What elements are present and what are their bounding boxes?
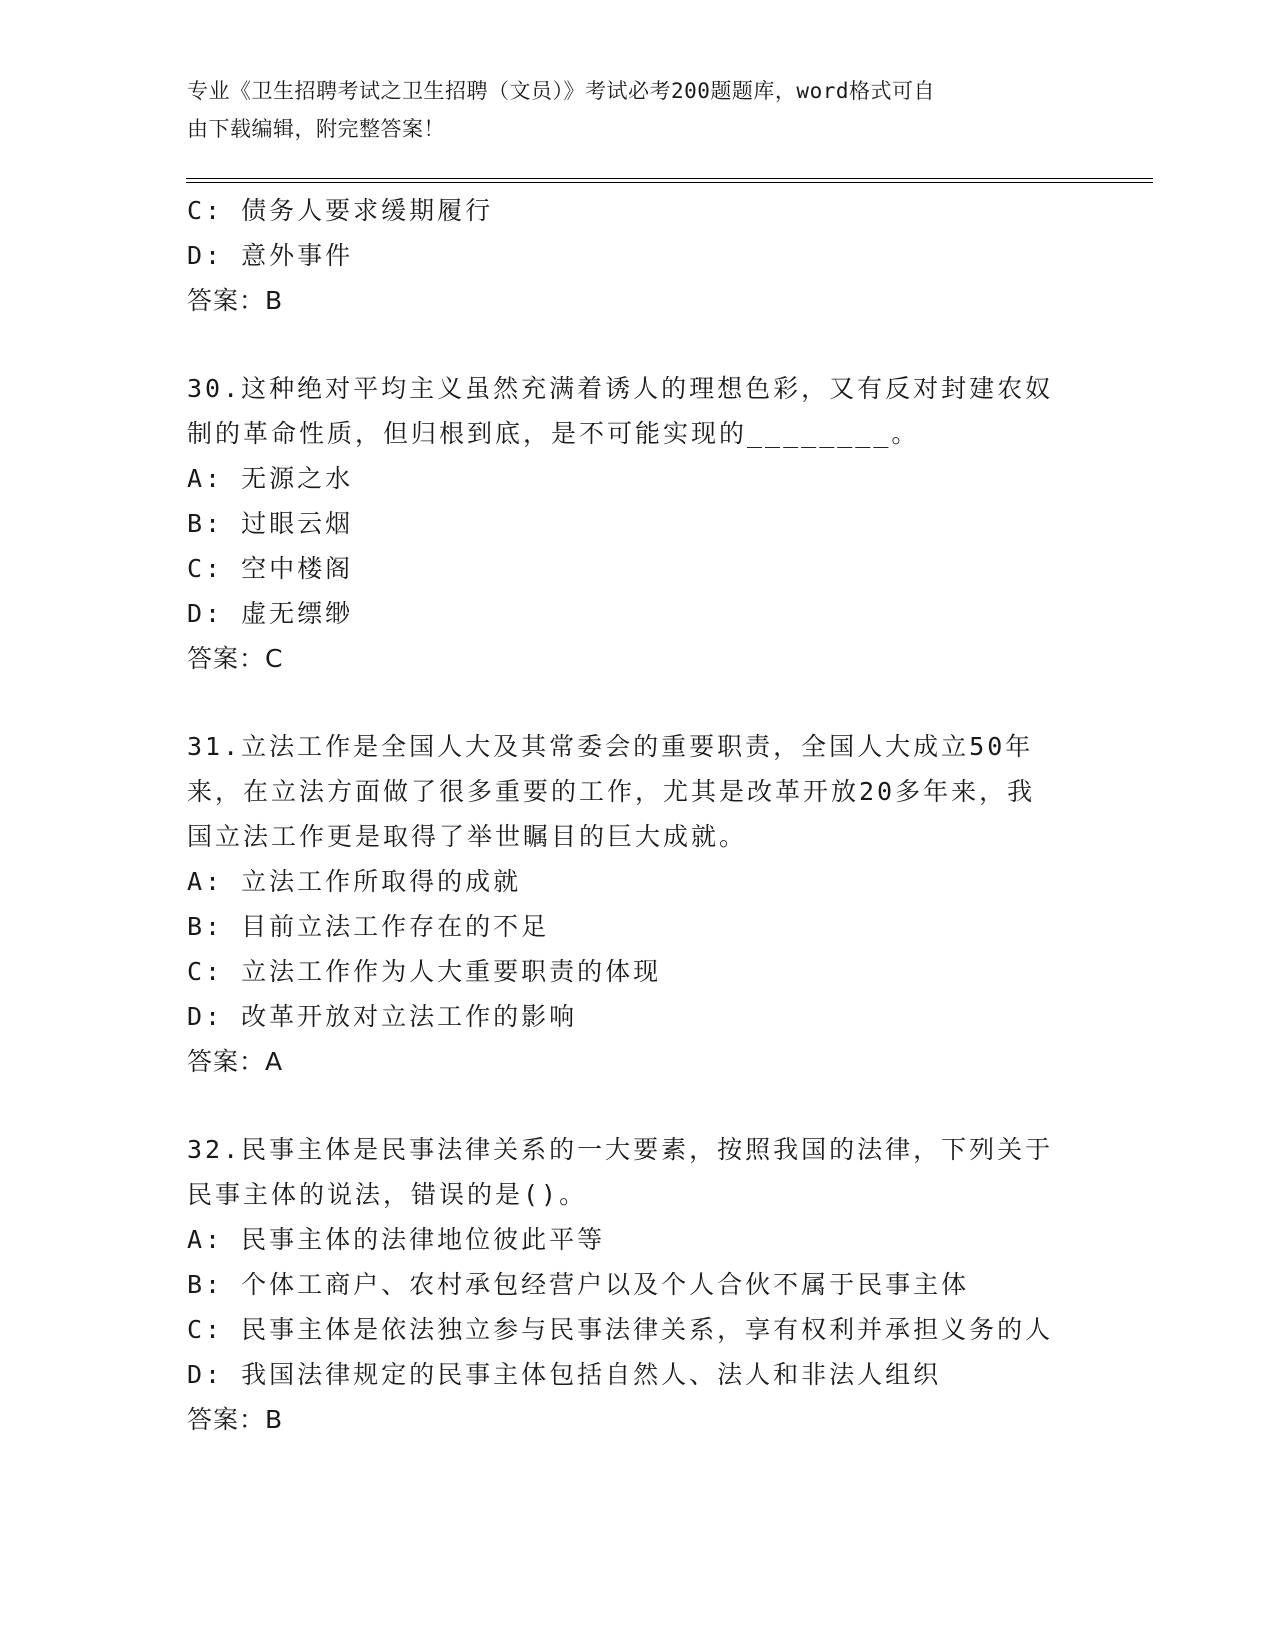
option-c: C: 民事主体是依法独立参与民事法律关系，享有权利并承担义务的人: [187, 1315, 1054, 1344]
prev-question-tail: [187, 188, 1087, 323]
header-line-2: 由下载编辑，附完整答案！: [187, 117, 445, 141]
question-text: [187, 366, 1077, 456]
question-31: [187, 724, 1087, 1084]
header-line-1: 专业《卫生招聘考试之卫生招聘（文员）》考试必考200题题库，word格式可自: [187, 79, 935, 103]
option-d: D: 虚无缥缈: [187, 599, 354, 628]
option-c: C: 空中楼阁: [187, 554, 354, 583]
question-line: 31.立法工作是全国人大及其常委会的重要职责，全国人大成立50年: [187, 732, 1034, 761]
option-a: A: 民事主体的法律地位彼此平等: [187, 1225, 606, 1254]
answer-line: 答案：A: [187, 1047, 284, 1076]
question-line: 国立法工作更是取得了举世瞩目的巨大成就。: [187, 822, 748, 851]
option-d: D: 我国法律规定的民事主体包括自然人、法人和非法人组织: [187, 1360, 942, 1389]
question-line: 32.民事主体是民事法律关系的一大要素，按照我国的法律，下列关于: [187, 1135, 1054, 1164]
option-b: B: 目前立法工作存在的不足: [187, 912, 550, 941]
question-text: [187, 1127, 1077, 1217]
question-32: [187, 1127, 1087, 1442]
option-c: C: 债务人要求缓期履行: [187, 196, 494, 225]
option-a: A: 立法工作所取得的成就: [187, 867, 522, 896]
option-a: A: 无源之水: [187, 464, 354, 493]
option-d: D: 改革开放对立法工作的影响: [187, 1002, 578, 1031]
question-line: 民事主体的说法，错误的是()。: [187, 1180, 588, 1209]
spacer: [187, 1084, 1087, 1127]
document-header: [187, 72, 1067, 148]
spacer: [187, 681, 1087, 724]
header-divider: [186, 178, 1153, 179]
option-b: B: 过眼云烟: [187, 509, 354, 538]
question-line: 来，在立法方面做了很多重要的工作，尤其是改革开放20多年来，我: [187, 777, 1036, 806]
answer-line: 答案：B: [187, 1405, 284, 1434]
option-b: B: 个体工商户、农村承包经营户以及个人合伙不属于民事主体: [187, 1270, 970, 1299]
document-body: [187, 188, 1087, 1442]
option-d: D: 意外事件: [187, 241, 354, 270]
question-line: 制的革命性质，但归根到底，是不可能实现的________。: [187, 419, 920, 448]
question-text: [187, 724, 1077, 859]
header-divider-thin: [186, 182, 1153, 183]
spacer: [187, 323, 1087, 366]
question-30: [187, 366, 1087, 681]
answer-line: 答案：B: [187, 286, 284, 315]
option-c: C: 立法工作作为人大重要职责的体现: [187, 957, 662, 986]
question-line: 30.这种绝对平均主义虽然充满着诱人的理想色彩，又有反对封建农奴: [187, 374, 1054, 403]
answer-line: 答案：C: [187, 644, 284, 673]
